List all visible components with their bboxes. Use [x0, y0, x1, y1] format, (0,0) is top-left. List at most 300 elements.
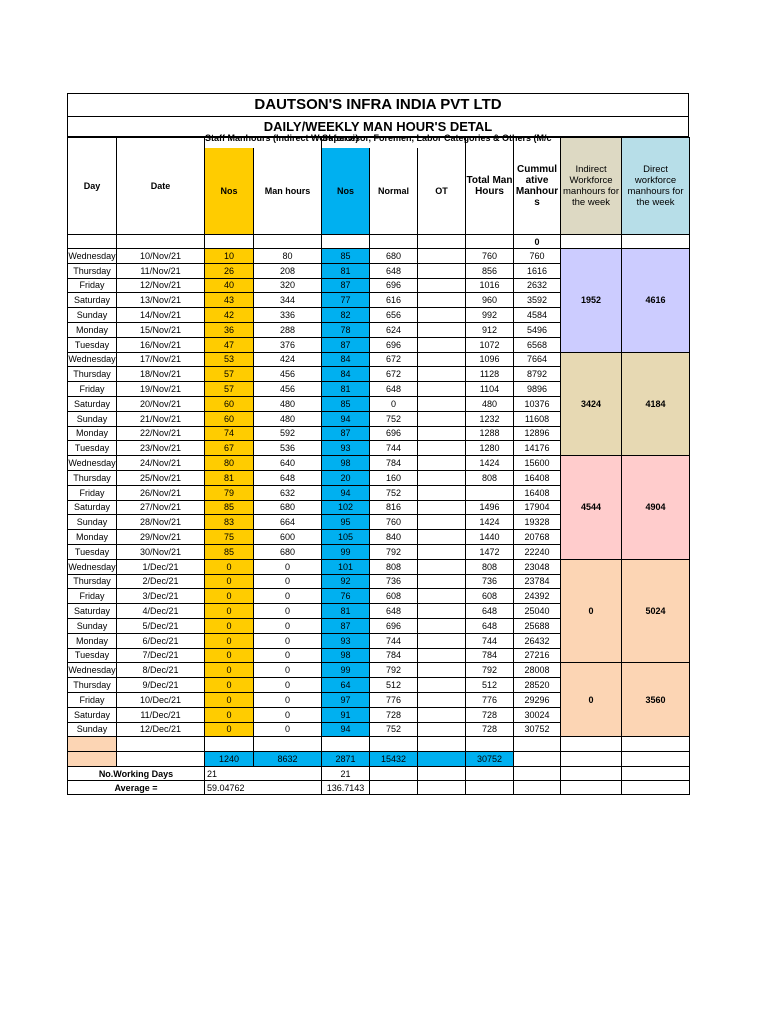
- date-cell: 11/Nov/21: [117, 263, 205, 278]
- normal-cell: 672: [370, 352, 418, 367]
- cumulative-cell: 11608: [514, 411, 561, 426]
- ot-cell: [418, 530, 466, 545]
- staff-nos-cell: 0: [205, 663, 254, 678]
- staff-manhours-cell: 680: [254, 500, 322, 515]
- ot-cell: [418, 663, 466, 678]
- ot-cell: [418, 633, 466, 648]
- staff-manhours-cell: 0: [254, 678, 322, 693]
- header-date: Date: [117, 138, 205, 235]
- blank-cell: [622, 781, 690, 795]
- sup-nos-cell: 93: [322, 441, 370, 456]
- staff-manhours-cell: 208: [254, 263, 322, 278]
- total-cell: 1280: [466, 441, 514, 456]
- date-cell: 23/Nov/21: [117, 441, 205, 456]
- ot-cell: [418, 678, 466, 693]
- total-cell: 856: [466, 263, 514, 278]
- cumulative-cell: 12896: [514, 426, 561, 441]
- cumulative-cell: 30024: [514, 707, 561, 722]
- day-cell: Friday: [68, 278, 117, 293]
- ot-cell: [418, 367, 466, 382]
- week-direct-cell: 4616: [622, 249, 690, 353]
- sup-nos-cell: 101: [322, 559, 370, 574]
- week-indirect-cell: 1952: [561, 249, 622, 353]
- day-cell: Monday: [68, 322, 117, 337]
- staff-nos-cell: 80: [205, 456, 254, 471]
- sup-nos-cell: 85: [322, 249, 370, 264]
- cumulative-cell: 30752: [514, 722, 561, 737]
- blank-cell: [68, 737, 117, 752]
- staff-manhours-cell: 288: [254, 322, 322, 337]
- total-cell: 648: [466, 604, 514, 619]
- sup-nos-cell: 93: [322, 633, 370, 648]
- normal-cell: 784: [370, 648, 418, 663]
- sup-nos-cell: 81: [322, 382, 370, 397]
- staff-nos-cell: 57: [205, 382, 254, 397]
- ot-cell: [418, 441, 466, 456]
- caption-row: [68, 138, 690, 148]
- totals-row: [68, 752, 690, 767]
- staff-nos-cell: 0: [205, 589, 254, 604]
- day-cell: Thursday: [68, 263, 117, 278]
- date-cell: 10/Nov/21: [117, 249, 205, 264]
- normal-cell: 736: [370, 574, 418, 589]
- sup-nos-cell: 87: [322, 337, 370, 352]
- manhour-sheet: [67, 93, 689, 795]
- ot-cell: [418, 722, 466, 737]
- blank-cell: [322, 235, 370, 249]
- staff-manhours-cell: 0: [254, 559, 322, 574]
- report-subtitle: DAILY/WEEKLY MAN HOUR'S DETAL: [67, 117, 689, 137]
- date-cell: 17/Nov/21: [117, 352, 205, 367]
- cumulative-cell: 19328: [514, 515, 561, 530]
- date-cell: 12/Dec/21: [117, 722, 205, 737]
- date-cell: 18/Nov/21: [117, 367, 205, 382]
- blank-cell: [418, 737, 466, 752]
- staff-manhours-cell: 456: [254, 382, 322, 397]
- sup-nos-cell: 102: [322, 500, 370, 515]
- normal-cell: 648: [370, 382, 418, 397]
- total-cell: [466, 485, 514, 500]
- sup-nos-cell: 98: [322, 456, 370, 471]
- blank-cell: [466, 781, 514, 795]
- cumulative-cell: 1616: [514, 263, 561, 278]
- ot-cell: [418, 618, 466, 633]
- opening-row: [68, 235, 690, 249]
- blank-cell: [68, 235, 117, 249]
- total-staff-manhours: 8632: [254, 752, 322, 767]
- staff-manhours-cell: 592: [254, 426, 322, 441]
- blank-cell: [418, 235, 466, 249]
- ot-cell: [418, 648, 466, 663]
- total-cell: 1496: [466, 500, 514, 515]
- staff-nos-cell: 0: [205, 692, 254, 707]
- total-cell: 728: [466, 722, 514, 737]
- staff-manhours-cell: 600: [254, 530, 322, 545]
- average-label: Average =: [68, 781, 205, 795]
- average-row: [68, 781, 690, 795]
- normal-cell: 752: [370, 485, 418, 500]
- blank-cell: [418, 752, 466, 767]
- blank-cell: [622, 752, 690, 767]
- staff-manhours-cell: 424: [254, 352, 322, 367]
- header-ot: OT: [418, 148, 466, 235]
- day-cell: Wednesday: [68, 663, 117, 678]
- total-cell: 744: [466, 633, 514, 648]
- day-cell: Saturday: [68, 396, 117, 411]
- sup-nos-cell: 87: [322, 278, 370, 293]
- sup-nos-cell: 77: [322, 293, 370, 308]
- normal-cell: 792: [370, 544, 418, 559]
- week-indirect-cell: 0: [561, 663, 622, 737]
- blank-cell: [561, 752, 622, 767]
- staff-manhours-cell: 640: [254, 456, 322, 471]
- blank-cell: [561, 767, 622, 781]
- sup-nos-cell: 92: [322, 574, 370, 589]
- staff-nos-cell: 0: [205, 559, 254, 574]
- working-days-staff: 21: [205, 767, 322, 781]
- total-man-hours: 30752: [466, 752, 514, 767]
- header-normal: Normal: [370, 148, 418, 235]
- staff-manhours-cell: 0: [254, 589, 322, 604]
- date-cell: 6/Dec/21: [117, 633, 205, 648]
- cumulative-cell: 26432: [514, 633, 561, 648]
- normal-cell: 784: [370, 456, 418, 471]
- total-cell: 608: [466, 589, 514, 604]
- working-days-sup: 21: [322, 767, 370, 781]
- table-row: [68, 352, 690, 367]
- ot-cell: [418, 692, 466, 707]
- week-indirect-cell: 4544: [561, 456, 622, 560]
- day-cell: Wednesday: [68, 352, 117, 367]
- ot-cell: [418, 544, 466, 559]
- day-cell: Wednesday: [68, 456, 117, 471]
- normal-cell: 696: [370, 278, 418, 293]
- cumulative-cell: 2632: [514, 278, 561, 293]
- day-cell: Sunday: [68, 411, 117, 426]
- day-cell: Wednesday: [68, 249, 117, 264]
- date-cell: 13/Nov/21: [117, 293, 205, 308]
- blank-cell: [370, 235, 418, 249]
- sup-caption-text: Supervisor, Foremen, Labor Categories & Others (M/c: [322, 133, 552, 143]
- total-cell: 1232: [466, 411, 514, 426]
- staff-manhours-cell: 336: [254, 308, 322, 323]
- day-cell: Thursday: [68, 574, 117, 589]
- date-cell: 1/Dec/21: [117, 559, 205, 574]
- blank-cell: [117, 235, 205, 249]
- date-cell: 30/Nov/21: [117, 544, 205, 559]
- header-man-hours: Man hours: [254, 148, 322, 235]
- total-cell: 736: [466, 574, 514, 589]
- staff-manhours-cell: 320: [254, 278, 322, 293]
- cumulative-cell: 22240: [514, 544, 561, 559]
- sup-nos-cell: 98: [322, 648, 370, 663]
- total-cell: 1440: [466, 530, 514, 545]
- staff-nos-cell: 0: [205, 707, 254, 722]
- cumulative-cell: 760: [514, 249, 561, 264]
- blank-cell: [117, 752, 205, 767]
- cumulative-cell: 23784: [514, 574, 561, 589]
- day-cell: Friday: [68, 382, 117, 397]
- date-cell: 29/Nov/21: [117, 530, 205, 545]
- sup-nos-cell: 94: [322, 411, 370, 426]
- normal-cell: 160: [370, 470, 418, 485]
- staff-nos-cell: 60: [205, 411, 254, 426]
- header-total-man-hours: Total Man Hours: [466, 138, 514, 235]
- date-cell: 25/Nov/21: [117, 470, 205, 485]
- day-cell: Monday: [68, 633, 117, 648]
- date-cell: 11/Dec/21: [117, 707, 205, 722]
- week-indirect-cell: 0: [561, 559, 622, 663]
- cumulative-cell: 5496: [514, 322, 561, 337]
- cumulative-cell: 16408: [514, 485, 561, 500]
- staff-manhours-cell: 480: [254, 396, 322, 411]
- blank-cell: [322, 737, 370, 752]
- sup-nos-cell: 87: [322, 426, 370, 441]
- total-cell: 912: [466, 322, 514, 337]
- staff-manhours-cell: 632: [254, 485, 322, 500]
- blank-cell: [561, 235, 622, 249]
- date-cell: 7/Dec/21: [117, 648, 205, 663]
- staff-nos-cell: 79: [205, 485, 254, 500]
- staff-nos-cell: 36: [205, 322, 254, 337]
- ot-cell: [418, 456, 466, 471]
- staff-nos-cell: 0: [205, 633, 254, 648]
- normal-cell: 672: [370, 367, 418, 382]
- total-cell: 784: [466, 648, 514, 663]
- date-cell: 5/Dec/21: [117, 618, 205, 633]
- date-cell: 16/Nov/21: [117, 337, 205, 352]
- week-direct-cell: 4904: [622, 456, 690, 560]
- spacer-row: [68, 737, 690, 752]
- cumulative-start: 0: [514, 235, 561, 249]
- header-sup-nos: Nos: [322, 148, 370, 235]
- sup-nos-cell: 105: [322, 530, 370, 545]
- staff-manhours-cell: 0: [254, 722, 322, 737]
- staff-nos-cell: 47: [205, 337, 254, 352]
- date-cell: 14/Nov/21: [117, 308, 205, 323]
- day-cell: Friday: [68, 692, 117, 707]
- average-sup: 136.7143: [322, 781, 370, 795]
- blank-cell: [514, 767, 561, 781]
- cumulative-cell: 4584: [514, 308, 561, 323]
- total-cell: 1472: [466, 544, 514, 559]
- cumulative-cell: 28520: [514, 678, 561, 693]
- staff-manhours-cell: 0: [254, 707, 322, 722]
- day-cell: Tuesday: [68, 337, 117, 352]
- date-cell: 2/Dec/21: [117, 574, 205, 589]
- staff-manhours-cell: 376: [254, 337, 322, 352]
- staff-manhours-cell: 0: [254, 633, 322, 648]
- cumulative-cell: 24392: [514, 589, 561, 604]
- total-cell: 480: [466, 396, 514, 411]
- ot-cell: [418, 485, 466, 500]
- day-cell: Sunday: [68, 722, 117, 737]
- total-normal: 15432: [370, 752, 418, 767]
- date-cell: 9/Dec/21: [117, 678, 205, 693]
- staff-nos-cell: 10: [205, 249, 254, 264]
- header-cumulative: Cummul ative Manhour s: [514, 138, 561, 235]
- date-cell: 4/Dec/21: [117, 604, 205, 619]
- normal-cell: 512: [370, 678, 418, 693]
- cumulative-cell: 17904: [514, 500, 561, 515]
- staff-manhours-cell: 344: [254, 293, 322, 308]
- cumulative-cell: 25040: [514, 604, 561, 619]
- total-cell: 792: [466, 663, 514, 678]
- staff-nos-cell: 42: [205, 308, 254, 323]
- cumulative-cell: 14176: [514, 441, 561, 456]
- date-cell: 3/Dec/21: [117, 589, 205, 604]
- sup-nos-cell: 85: [322, 396, 370, 411]
- company-title: DAUTSON'S INFRA INDIA PVT LTD: [67, 93, 689, 117]
- ot-cell: [418, 559, 466, 574]
- sup-nos-cell: 20: [322, 470, 370, 485]
- staff-nos-cell: 60: [205, 396, 254, 411]
- sup-nos-cell: 87: [322, 618, 370, 633]
- blank-cell: [254, 235, 322, 249]
- total-cell: 808: [466, 559, 514, 574]
- sup-caption: [322, 133, 552, 148]
- day-cell: Monday: [68, 530, 117, 545]
- staff-nos-cell: 0: [205, 604, 254, 619]
- average-staff: 59.04762: [205, 781, 322, 795]
- sup-nos-cell: 78: [322, 322, 370, 337]
- total-cell: 808: [466, 470, 514, 485]
- staff-nos-cell: 74: [205, 426, 254, 441]
- working-days-row: [68, 767, 690, 781]
- day-cell: Thursday: [68, 678, 117, 693]
- sup-nos-cell: 81: [322, 263, 370, 278]
- cumulative-cell: 7664: [514, 352, 561, 367]
- week-indirect-cell: 3424: [561, 352, 622, 456]
- staff-manhours-cell: 664: [254, 515, 322, 530]
- ot-cell: [418, 337, 466, 352]
- normal-cell: 816: [370, 500, 418, 515]
- normal-cell: 624: [370, 322, 418, 337]
- staff-manhours-cell: 536: [254, 441, 322, 456]
- staff-nos-cell: 85: [205, 500, 254, 515]
- blank-cell: [418, 767, 466, 781]
- day-cell: Saturday: [68, 500, 117, 515]
- week-direct-cell: 3560: [622, 663, 690, 737]
- cumulative-cell: 27216: [514, 648, 561, 663]
- table-row: [68, 249, 690, 264]
- blank-cell: [418, 781, 466, 795]
- ot-cell: [418, 500, 466, 515]
- staff-nos-cell: 75: [205, 530, 254, 545]
- staff-nos-cell: 0: [205, 648, 254, 663]
- normal-cell: 840: [370, 530, 418, 545]
- normal-cell: 752: [370, 411, 418, 426]
- blank-cell: [466, 767, 514, 781]
- normal-cell: 776: [370, 692, 418, 707]
- total-cell: 1016: [466, 278, 514, 293]
- staff-caption: [205, 133, 359, 148]
- date-cell: 19/Nov/21: [117, 382, 205, 397]
- day-cell: Saturday: [68, 604, 117, 619]
- sup-nos-cell: 64: [322, 678, 370, 693]
- normal-cell: 696: [370, 618, 418, 633]
- ot-cell: [418, 515, 466, 530]
- blank-cell: [205, 235, 254, 249]
- total-cell: 760: [466, 249, 514, 264]
- staff-manhours-cell: 0: [254, 604, 322, 619]
- staff-manhours-cell: 0: [254, 692, 322, 707]
- staff-nos-cell: 0: [205, 618, 254, 633]
- staff-nos-cell: 83: [205, 515, 254, 530]
- ot-cell: [418, 396, 466, 411]
- table-row: [68, 663, 690, 678]
- day-cell: Saturday: [68, 707, 117, 722]
- normal-cell: 648: [370, 263, 418, 278]
- blank-cell: [622, 737, 690, 752]
- total-cell: 1096: [466, 352, 514, 367]
- staff-nos-cell: 40: [205, 278, 254, 293]
- date-cell: 20/Nov/21: [117, 396, 205, 411]
- blank-cell: [514, 781, 561, 795]
- blank-cell: [561, 781, 622, 795]
- sup-nos-cell: 81: [322, 604, 370, 619]
- normal-cell: 728: [370, 707, 418, 722]
- normal-cell: 792: [370, 663, 418, 678]
- date-cell: 8/Dec/21: [117, 663, 205, 678]
- total-cell: 776: [466, 692, 514, 707]
- staff-nos-cell: 53: [205, 352, 254, 367]
- header-day: Day: [68, 138, 117, 235]
- normal-cell: 656: [370, 308, 418, 323]
- day-cell: Tuesday: [68, 544, 117, 559]
- day-cell: Monday: [68, 426, 117, 441]
- day-cell: Saturday: [68, 293, 117, 308]
- staff-nos-cell: 0: [205, 678, 254, 693]
- total-cell: 1104: [466, 382, 514, 397]
- blank-cell: [514, 752, 561, 767]
- normal-cell: 648: [370, 604, 418, 619]
- staff-caption-text: Staff Manhours (Indirect Workforce): [205, 133, 359, 143]
- ot-cell: [418, 322, 466, 337]
- cumulative-cell: 15600: [514, 456, 561, 471]
- header-staff-nos: Nos: [205, 148, 254, 235]
- normal-cell: 744: [370, 441, 418, 456]
- staff-nos-cell: 57: [205, 367, 254, 382]
- staff-nos-cell: 67: [205, 441, 254, 456]
- ot-cell: [418, 604, 466, 619]
- staff-manhours-cell: 456: [254, 367, 322, 382]
- sup-nos-cell: 94: [322, 722, 370, 737]
- sup-nos-cell: 84: [322, 367, 370, 382]
- sup-nos-cell: 84: [322, 352, 370, 367]
- sup-nos-cell: 94: [322, 485, 370, 500]
- table-row: [68, 559, 690, 574]
- normal-cell: 616: [370, 293, 418, 308]
- blank-cell: [370, 767, 418, 781]
- staff-manhours-cell: 0: [254, 574, 322, 589]
- normal-cell: 744: [370, 633, 418, 648]
- total-staff-nos: 1240: [205, 752, 254, 767]
- staff-manhours-cell: 0: [254, 648, 322, 663]
- blank-cell: [370, 781, 418, 795]
- ot-cell: [418, 470, 466, 485]
- ot-cell: [418, 263, 466, 278]
- day-cell: Thursday: [68, 367, 117, 382]
- normal-cell: 760: [370, 515, 418, 530]
- blank-cell: [514, 737, 561, 752]
- sup-nos-cell: 99: [322, 663, 370, 678]
- sup-nos-cell: 82: [322, 308, 370, 323]
- staff-nos-cell: 0: [205, 574, 254, 589]
- normal-cell: 696: [370, 337, 418, 352]
- total-sup-nos: 2871: [322, 752, 370, 767]
- day-cell: Sunday: [68, 515, 117, 530]
